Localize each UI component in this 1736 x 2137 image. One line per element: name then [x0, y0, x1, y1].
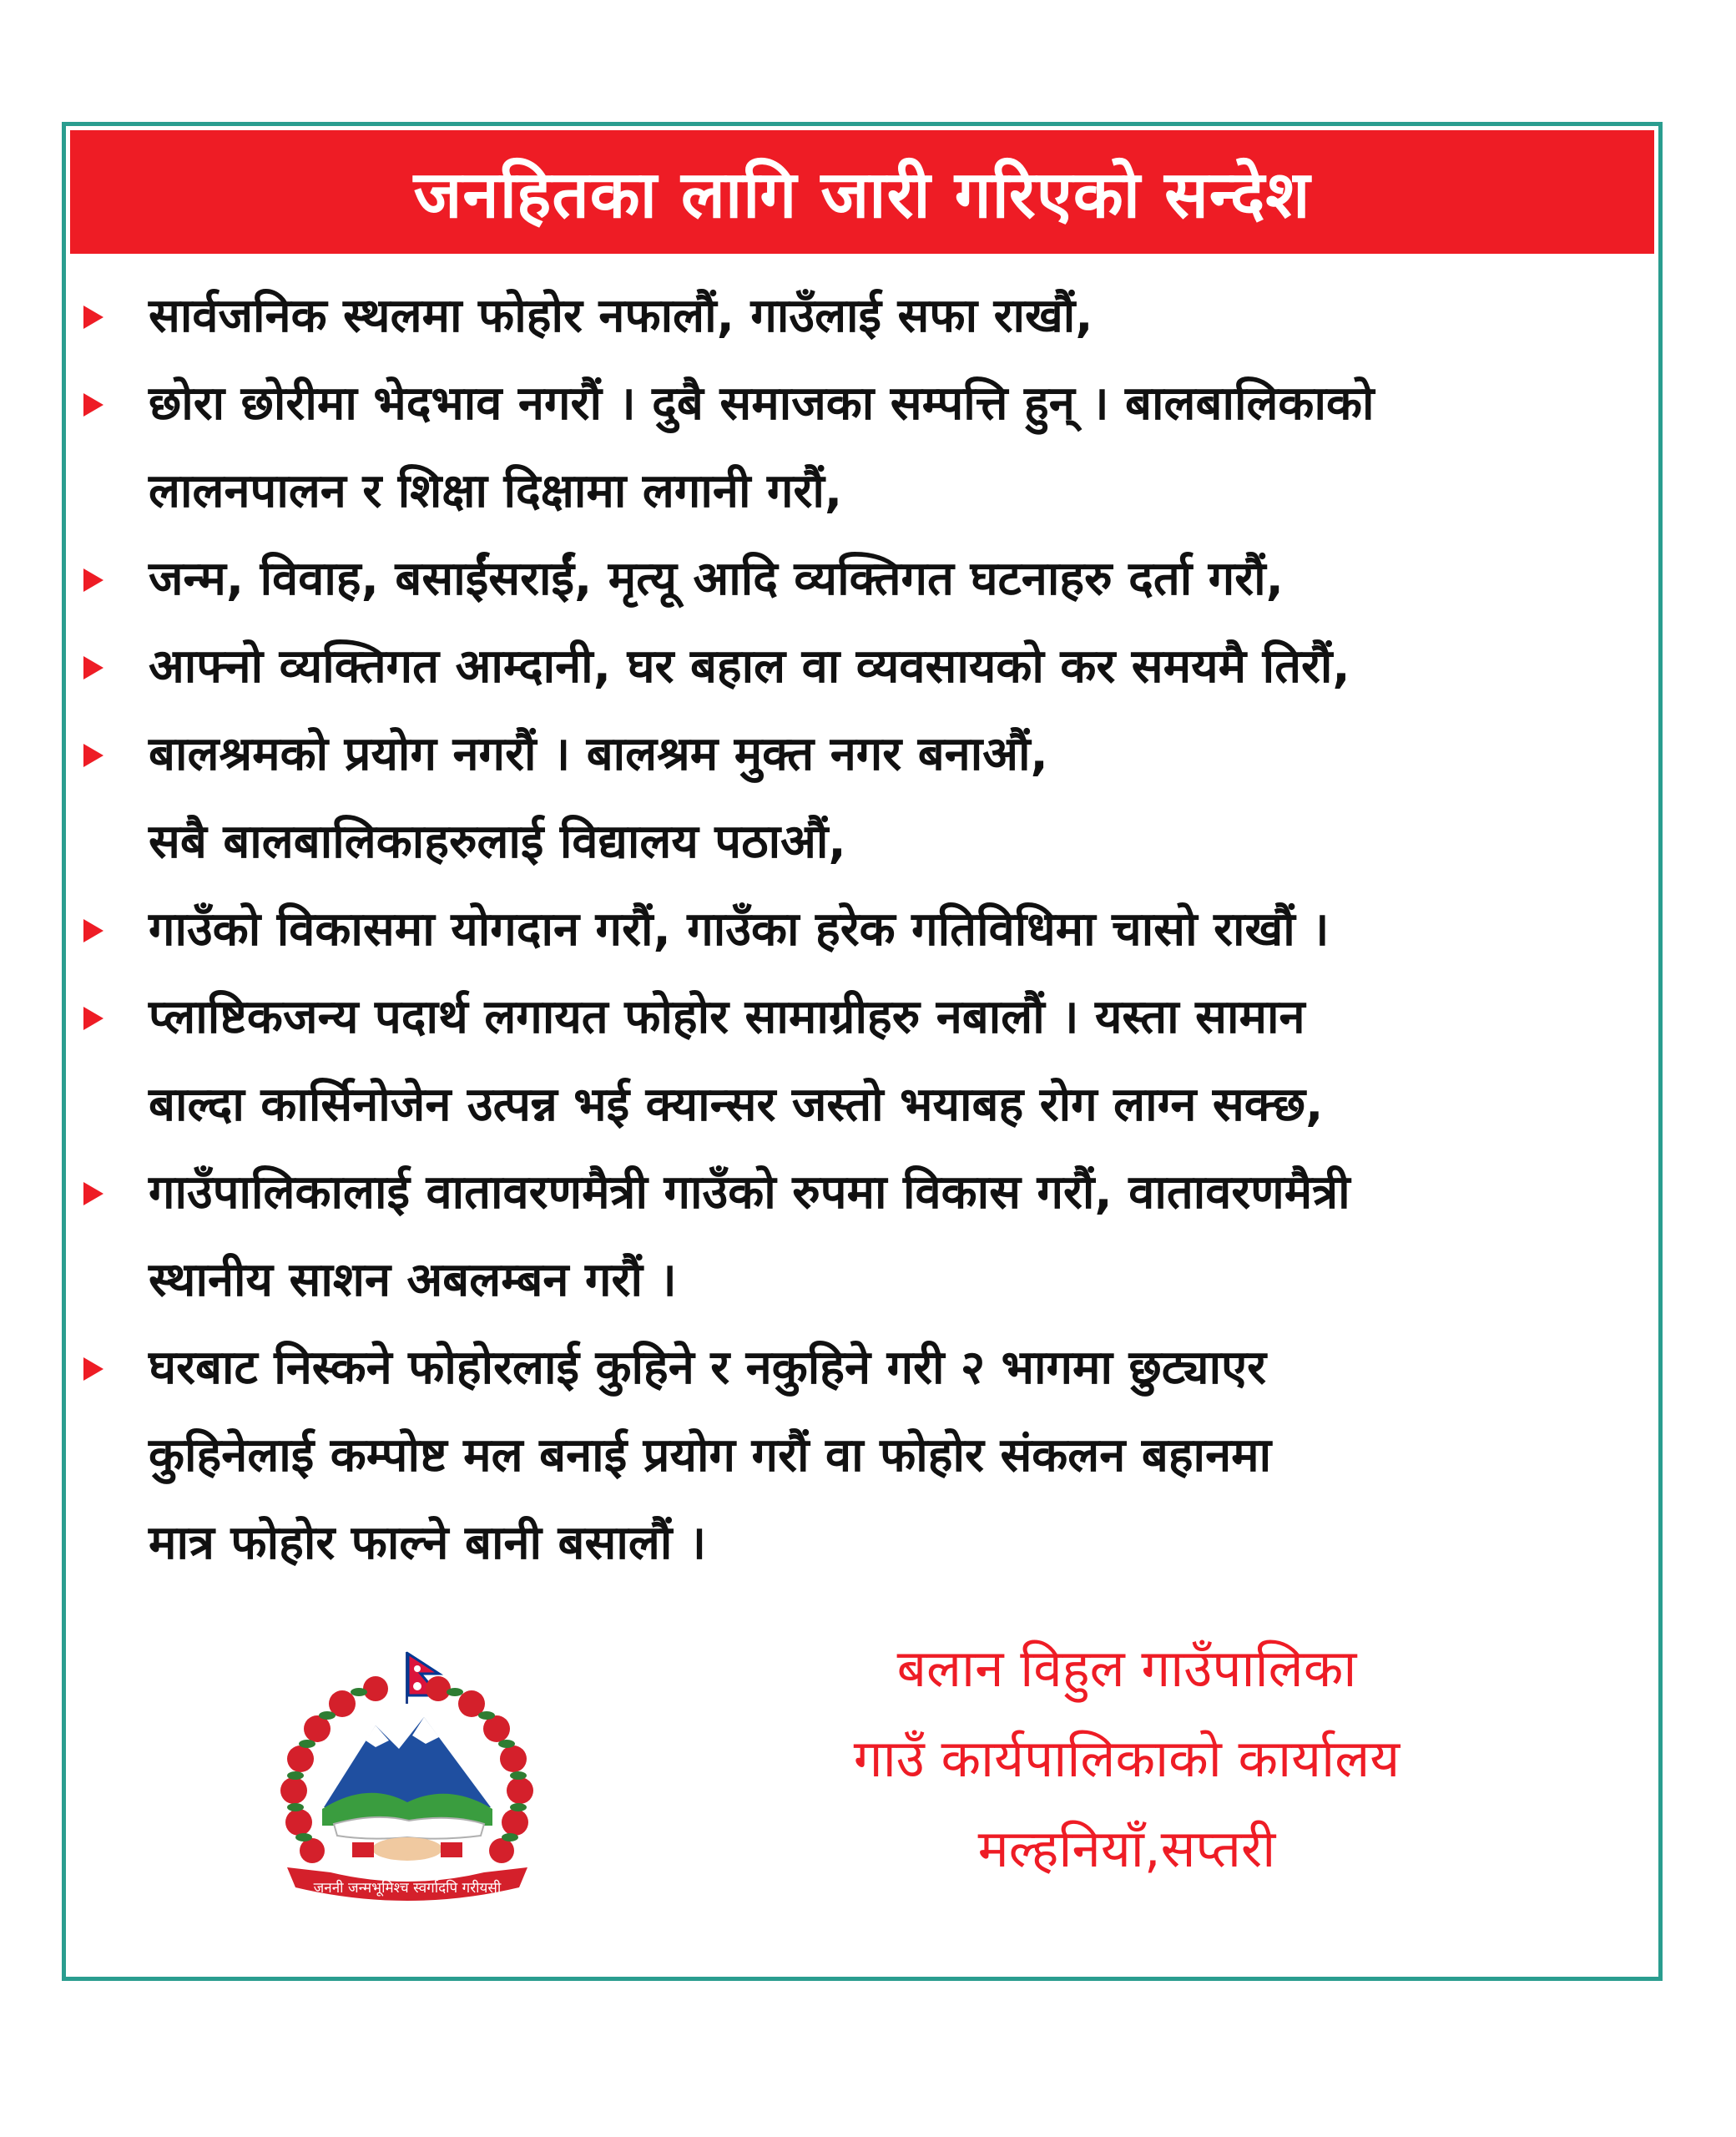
message-line: घरबाट निस्कने फोहोरलाई कुहिने र नकुहिने गरी २ भागमा छुट्याएर	[149, 1341, 1266, 1395]
message-line: गाउँपालिकालाई वातावरणमैत्री गाउँको रुपमा विकास गरौं, वातावरणमैत्री	[149, 1165, 1350, 1220]
triangle-bullet-icon	[83, 306, 103, 329]
message-item	[80, 710, 1649, 886]
message-line: बालश्रमको प्रयोग नगरौं । बालश्रम मुक्त नगर बनाऔं,	[149, 727, 1048, 781]
message-line: गाउँको विकासमा योगदान गरौं, गाउँका हरेक गतिविधिमा चासो राखौं ।	[149, 902, 1330, 957]
municipality-name: बलान विहुल गाउँपालिका	[896, 1638, 1357, 1699]
triangle-bullet-icon	[83, 1357, 103, 1381]
message-line: लालनपालन र शिक्षा दिक्षामा लगानी गरौं,	[149, 464, 843, 518]
notice-title: जनहितका लागि जारी गरिएको सन्देश	[70, 130, 1654, 254]
triangle-bullet-icon	[83, 393, 103, 417]
message-item	[80, 973, 1649, 1149]
message-line: जन्म, विवाह, बसाईंसराईं, मृत्यू आदि व्यक्तिगत घटनाहरु दर्ता गरौं,	[149, 552, 1284, 606]
message-line: आफ्नो व्यक्तिगत आम्दानी, घर बहाल वा व्यवसायको कर समयमै तिरौं,	[149, 639, 1350, 694]
office-location: मल्हनियाँ,सप्तरी	[977, 1818, 1276, 1879]
triangle-bullet-icon	[83, 919, 103, 942]
message-line: मात्र फोहोर फाल्ने बानी बसालौं ।	[149, 1516, 707, 1570]
message-item	[80, 886, 1649, 973]
message-item	[80, 535, 1649, 623]
message-item	[80, 272, 1649, 360]
triangle-bullet-icon	[83, 568, 103, 592]
message-line: कुहिनेलाई कम्पोष्ट मल बनाई प्रयोग गरौं वा फोहोर संकलन बहानमा	[149, 1428, 1272, 1483]
triangle-bullet-icon	[83, 1007, 103, 1030]
message-line: बाल्दा कार्सिनोजेन उत्पन्न भई क्यान्सर जस्तो भयाबह रोग लाग्न सक्छ,	[149, 1078, 1324, 1132]
triangle-bullet-icon	[83, 1182, 103, 1205]
message-item	[80, 1149, 1649, 1324]
office-name: गाउँ कार्यपालिकाको कार्यालय	[853, 1728, 1400, 1789]
nepal-government-emblem-icon	[250, 1649, 563, 1907]
message-line: सबै बालबालिकाहरुलाई विद्यालय पठाऔं,	[149, 815, 846, 869]
message-line: सार्वजनिक स्थलमा फोहोर नफालौं, गाउँलाई सफा राखौं,	[149, 289, 1093, 343]
message-line: छोरा छोरीमा भेदभाव नगरौं । दुबै समाजका सम्पत्ति हुन् । बालबालिकाको	[149, 376, 1375, 431]
message-item	[80, 623, 1649, 710]
office-signature	[709, 1624, 1544, 1894]
message-list	[80, 272, 1649, 1587]
triangle-bullet-icon	[83, 744, 103, 767]
emblem-motto: जननी जन्मभूमिश्च स्वर्गादपि गरीयसी	[313, 1880, 502, 1897]
message-item	[80, 360, 1649, 535]
message-item	[80, 1324, 1649, 1587]
triangle-bullet-icon	[83, 656, 103, 679]
message-line: स्थानीय साशन अबलम्बन गरौं ।	[149, 1253, 677, 1307]
message-line: प्लाष्टिकजन्य पदार्थ लगायत फोहोर सामाग्रीहरु नबालौं । यस्ता सामान	[149, 990, 1305, 1044]
